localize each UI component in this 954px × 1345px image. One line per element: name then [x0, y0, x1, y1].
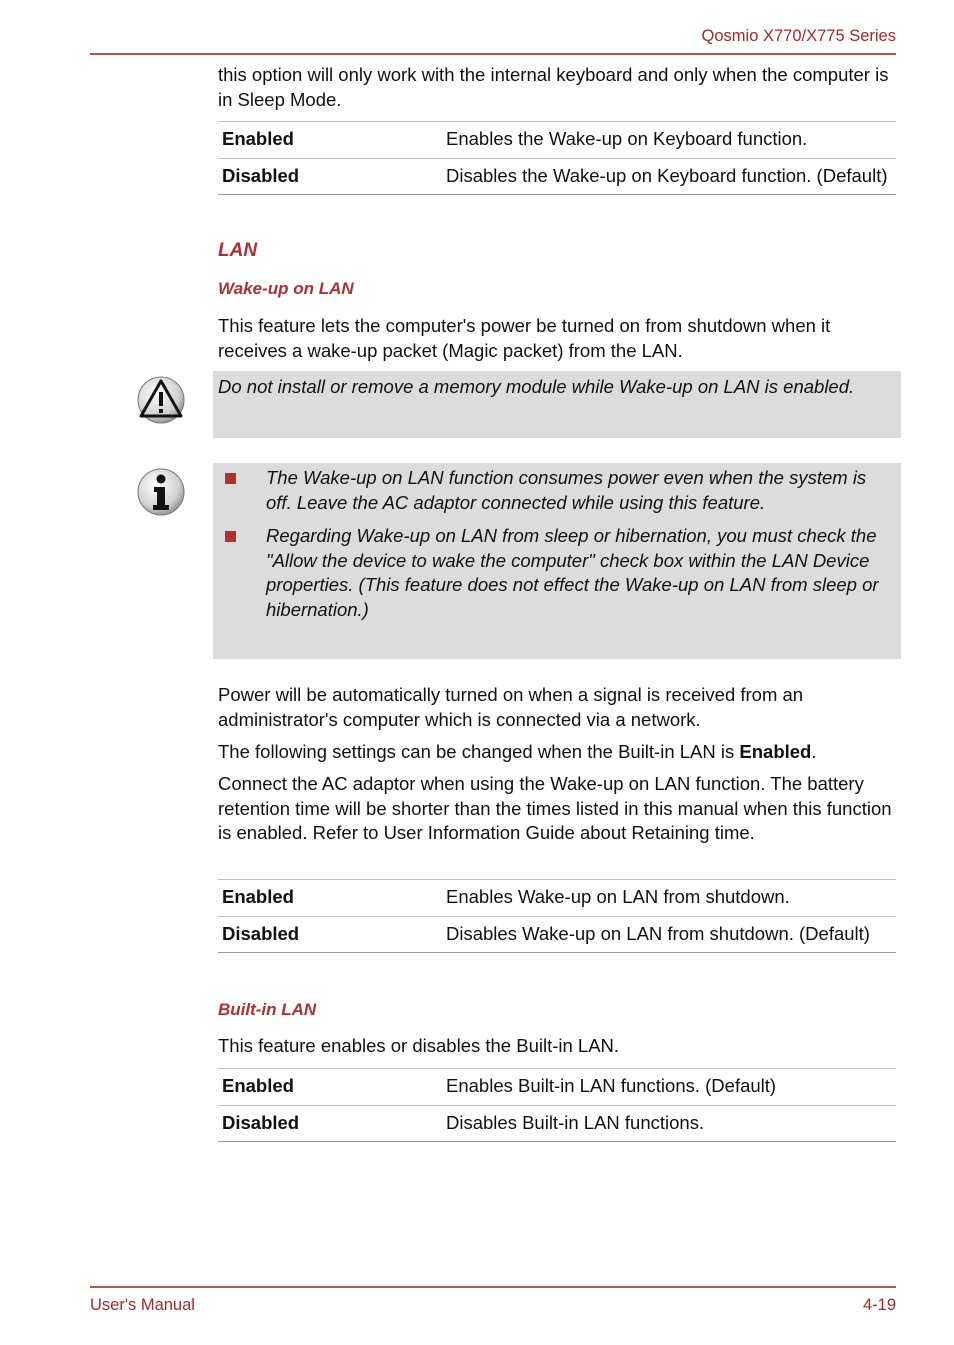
- running-header: Qosmio X770/X775 Series: [701, 27, 896, 45]
- page-number: 4-19: [862, 1296, 896, 1314]
- warning-icon: [136, 375, 186, 425]
- option-value: Enables Wake-up on LAN from shutdown.: [442, 880, 896, 917]
- option-key: Disabled: [218, 916, 442, 953]
- warning-note-text: Do not install or remove a memory module while Wake-up on LAN is enabled.: [218, 376, 855, 397]
- list-item: [218, 524, 891, 622]
- option-key: Disabled: [218, 1105, 442, 1142]
- footer-rule: [90, 1286, 896, 1288]
- settings-bold-text: Enabled: [739, 741, 812, 762]
- info-note-text: Regarding Wake-up on LAN from sleep or hibernation, you must check the "Allow the device to wake the computer" check box within the LAN Device properties. (This feature does not effect the Wake-up on LAN from sleep or hibernation.): [266, 525, 879, 620]
- keyboard-options-table: [218, 121, 896, 195]
- option-value: Disables the Wake-up on Keyboard function. (Default): [442, 158, 896, 195]
- bullet-square-icon: [225, 473, 236, 484]
- wake-up-on-lan-heading: Wake-up on LAN: [218, 279, 354, 298]
- bullet-square-icon: [225, 531, 236, 542]
- settings-paragraph: [218, 740, 896, 765]
- table-row: [218, 880, 896, 917]
- header-rule: [90, 53, 896, 55]
- option-value: Disables Wake-up on LAN from shutdown. (Default): [442, 916, 896, 953]
- built-in-lan-description: This feature enables or disables the Built-in LAN.: [218, 1035, 620, 1056]
- option-key: Enabled: [218, 880, 442, 917]
- footer-manual-title: User's Manual: [90, 1296, 195, 1314]
- built-in-lan-options-table: [218, 1068, 896, 1142]
- info-icon: [136, 467, 186, 517]
- built-in-lan-heading: Built-in LAN: [218, 1000, 317, 1019]
- wol-description: This feature lets the computer's power be turned on from shutdown when it receives a wake-up packet (Magic packet) from the LAN.: [218, 315, 831, 361]
- option-key: Enabled: [218, 1069, 442, 1106]
- settings-suffix: .: [811, 741, 817, 762]
- table-row: [218, 122, 896, 159]
- ac-adaptor-paragraph: Connect the AC adaptor when using the Wake-up on LAN function. The battery retention time will be shorter than the times listed in this manual when this function is enabled. Refer to User Information Guide about Retaining time.: [218, 773, 892, 843]
- info-note-text: The Wake-up on LAN function consumes power even when the system is off. Leave the AC adaptor connected while using this feature.: [266, 467, 867, 513]
- list-item: [218, 466, 891, 515]
- settings-text: The following settings can be changed when the Built-in LAN is: [218, 741, 740, 762]
- intro-paragraph: this option will only work with the internal keyboard and only when the computer is in Sleep Mode.: [218, 64, 889, 110]
- option-value: Enables Built-in LAN functions. (Default): [442, 1069, 896, 1106]
- option-key: Disabled: [218, 158, 442, 195]
- table-row: [218, 158, 896, 195]
- table-row: [218, 1069, 896, 1106]
- info-note: [213, 463, 901, 659]
- lan-heading: LAN: [218, 240, 258, 261]
- table-row: [218, 1105, 896, 1142]
- wol-options-table: [218, 879, 896, 953]
- option-key: Enabled: [218, 122, 442, 159]
- option-value: Enables the Wake-up on Keyboard function.: [442, 122, 896, 159]
- power-paragraph: Power will be automatically turned on when a signal is received from an administrator's computer which is connected via a network.: [218, 684, 804, 730]
- option-value: Disables Built-in LAN functions.: [442, 1105, 896, 1142]
- warning-note: [213, 371, 901, 438]
- table-row: [218, 916, 896, 953]
